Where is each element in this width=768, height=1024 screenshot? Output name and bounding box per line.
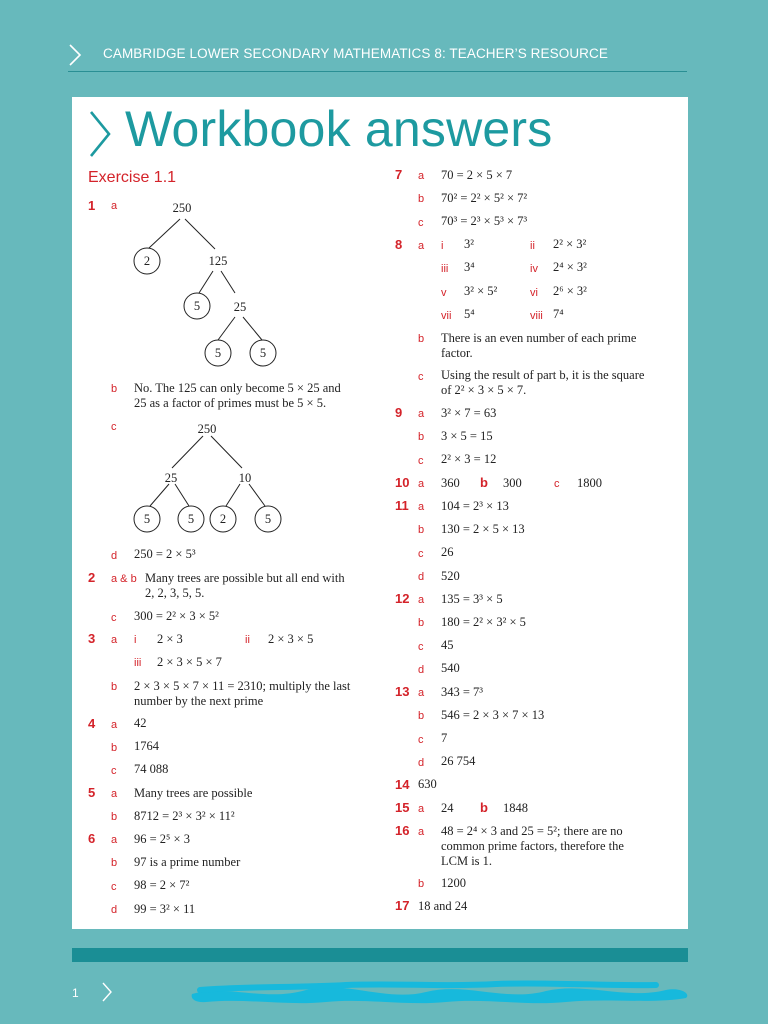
answer-text: 2, 2, 3, 5, 5. [145, 586, 205, 600]
question-number: 7 [395, 167, 403, 182]
answer-text: 3² × 5² [464, 284, 498, 298]
answer-text: 99 = 3² × 11 [134, 902, 196, 916]
part-label: a [418, 687, 425, 699]
answer-text: There is an even number of each prime [441, 331, 637, 345]
tree-node: 5 [143, 512, 151, 526]
answer-text: 5⁴ [464, 307, 475, 321]
part-label: d [418, 664, 425, 676]
question-number: 6 [88, 831, 96, 846]
part-label: c [554, 478, 560, 490]
question-number: 9 [395, 405, 403, 420]
question-number: 3 [88, 631, 96, 646]
tree-node: 250 [197, 422, 217, 436]
answer-text: 130 = 2 × 5 × 13 [441, 522, 525, 536]
tree-node: 5 [264, 512, 272, 526]
answer-text: 26 [441, 545, 454, 559]
answer-text: 1200 [441, 876, 466, 890]
answer-text: 300 [503, 476, 522, 490]
answer-text: 343 = 7³ [441, 685, 484, 699]
answer-text: 8712 = 2³ × 3² × 11² [134, 809, 235, 823]
part-label: a [418, 170, 425, 182]
question-number: 13 [395, 684, 410, 699]
subpart-label: i [441, 240, 444, 252]
book-header: CAMBRIDGE LOWER SECONDARY MATHEMATICS 8: TEACHER’S RESOURCE [103, 46, 608, 61]
tree-node: 5 [187, 512, 195, 526]
tree-node: 5 [259, 346, 267, 360]
question-number: 4 [88, 716, 96, 731]
answer-text: Many trees are possible but all end with [145, 571, 345, 585]
answer-text: 2 × 3 × 5 [268, 632, 314, 646]
answer-text: factor. [441, 346, 473, 360]
tree-node: 5 [214, 346, 222, 360]
answer-text: 45 [441, 638, 454, 652]
answer-text: 520 [441, 569, 460, 583]
part-label: a [418, 408, 425, 420]
answer-text: 98 = 2 × 7² [134, 878, 190, 892]
page-title: Workbook answers [125, 101, 553, 157]
answer-text: 42 [134, 716, 147, 730]
answer-text: 2⁴ × 3² [553, 260, 587, 274]
part-label: b [418, 193, 425, 205]
chevron-right-icon[interactable] [101, 982, 113, 1002]
answer-text: Many trees are possible [134, 786, 253, 800]
part-label: b [111, 681, 118, 693]
answer-text: 70 = 2 × 5 × 7 [441, 168, 513, 182]
part-label: b [111, 383, 118, 395]
subpart-label: ii [245, 634, 250, 646]
answer-text: 7 [441, 731, 448, 745]
part-label: a [418, 240, 425, 252]
tree-node: 2 [219, 512, 227, 526]
subpart-label: i [134, 634, 137, 646]
part-label: d [418, 757, 425, 769]
answer-text: 3 × 5 = 15 [441, 429, 493, 443]
answer-text: 26 754 [441, 754, 476, 768]
part-label: a [418, 826, 425, 838]
answer-text: 3² × 7 = 63 [441, 406, 497, 420]
part-label: b [480, 475, 488, 490]
part-label: a [111, 834, 118, 846]
question-number: 12 [395, 591, 410, 606]
part-label: c [418, 641, 424, 653]
answer-text: 70³ = 2³ × 5³ × 7³ [441, 214, 528, 228]
tree-node: 125 [208, 254, 228, 268]
answer-text: 96 = 2⁵ × 3 [134, 832, 190, 846]
answer-text: 135 = 3³ × 5 [441, 592, 503, 606]
part-label: c [418, 371, 424, 383]
answer-text: LCM is 1. [441, 854, 493, 868]
part-label: b [418, 710, 425, 722]
exercise-heading: Exercise 1.1 [88, 169, 177, 186]
part-label: c [111, 881, 117, 893]
question-number: 10 [395, 475, 410, 490]
part-label: b [418, 524, 425, 536]
answer-text: 97 is a prime number [134, 855, 241, 869]
question-number: 14 [395, 777, 410, 792]
question-number: 16 [395, 823, 410, 838]
answer-text: 18 and 24 [418, 899, 468, 913]
part-label: b [111, 811, 118, 823]
part-label: b [418, 333, 425, 345]
answer-text: 1800 [577, 476, 602, 490]
answer-text: 2⁶ × 3² [553, 284, 587, 298]
part-label: a [418, 478, 425, 490]
part-label: b [418, 617, 425, 629]
tree-node: 2 [143, 254, 151, 268]
part-label: b [111, 857, 118, 869]
answer-text: 25 as a factor of primes must be 5 × 5. [134, 396, 327, 410]
question-number: 15 [395, 800, 410, 815]
answer-text: 2² × 3² [553, 237, 587, 251]
answer-text: 360 [441, 476, 460, 490]
page-number: 1 [72, 986, 79, 1000]
question-number: 2 [88, 570, 96, 585]
answer-text: 540 [441, 661, 460, 675]
answer-text: Using the result of part b, it is the square [441, 368, 645, 382]
redaction-scribble [186, 976, 696, 1008]
part-label: a [111, 719, 118, 731]
part-label: d [111, 550, 118, 562]
answer-text: 2² × 3 = 12 [441, 452, 497, 466]
subpart-label: vi [530, 287, 538, 299]
answer-text: 48 = 2⁴ × 3 and 25 = 5²; there are no [441, 824, 623, 838]
answer-text: 7⁴ [553, 307, 564, 321]
footer-bar [72, 948, 688, 962]
answer-text: 104 = 2³ × 13 [441, 499, 509, 513]
question-number: 17 [395, 898, 410, 913]
tree-node: 25 [164, 471, 178, 485]
answer-text: 1764 [134, 739, 159, 753]
part-label: b [480, 800, 488, 815]
answer-text: 24 [441, 801, 454, 815]
part-label: c [111, 765, 117, 777]
tree-node: 10 [238, 471, 252, 485]
part-label: a [111, 200, 118, 212]
answer-text: 250 = 2 × 5³ [134, 547, 196, 561]
subpart-label: vii [441, 310, 452, 322]
answer-text: 2 × 3 [157, 632, 183, 646]
question-number: 8 [395, 237, 403, 252]
answer-text: No. The 125 can only become 5 × 25 and [134, 381, 341, 395]
question-number: 11 [395, 498, 409, 513]
factor-tree-c [125, 418, 290, 538]
tree-node: 250 [172, 201, 192, 215]
chevron-right-icon [68, 44, 82, 66]
answer-text: 546 = 2 × 3 × 7 × 13 [441, 708, 545, 722]
subpart-label: iii [441, 263, 449, 275]
answer-text: 2 × 3 × 5 × 7 × 11 = 2310; multiply the last [134, 679, 351, 693]
question-number: 5 [88, 785, 96, 800]
chevron-right-icon [88, 110, 112, 158]
subpart-label: viii [530, 310, 543, 322]
part-label: d [418, 571, 425, 583]
part-label: d [111, 904, 118, 916]
part-label: b [418, 431, 425, 443]
answer-text: 74 088 [134, 762, 169, 776]
part-label: a [418, 803, 425, 815]
part-label: a [418, 501, 425, 513]
subpart-label: iv [530, 263, 538, 275]
answer-text: 3² [464, 237, 474, 251]
part-label: a [111, 634, 118, 646]
part-label: b [111, 742, 118, 754]
answer-text: number by the next prime [134, 694, 264, 708]
header-rule [68, 71, 687, 72]
part-label: c [111, 421, 117, 433]
answer-text: of 2² × 3 × 5 × 7. [441, 383, 527, 397]
tree-node: 25 [233, 300, 247, 314]
answer-text: 2 × 3 × 5 × 7 [157, 655, 222, 669]
subpart-label: iii [134, 657, 142, 669]
part-label: a [111, 788, 118, 800]
part-label: c [418, 217, 424, 229]
question-number: 1 [88, 198, 96, 213]
subpart-label: v [441, 287, 447, 299]
answer-text: 180 = 2² × 3² × 5 [441, 615, 526, 629]
part-label: c [418, 734, 424, 746]
answer-text: 1848 [503, 801, 528, 815]
subpart-label: ii [530, 240, 535, 252]
answer-text: 630 [418, 777, 437, 791]
tree-node: 5 [193, 299, 201, 313]
answer-text: 70² = 2² × 5² × 7² [441, 191, 528, 205]
part-label: b [418, 878, 425, 890]
answer-text: 3⁴ [464, 260, 475, 274]
part-label: a [418, 594, 425, 606]
answer-text: common prime factors, therefore the [441, 839, 624, 853]
answer-text: 300 = 2² × 3 × 5² [134, 609, 219, 623]
part-label: c [418, 455, 424, 467]
part-label: a & b [111, 573, 137, 585]
part-label: c [111, 612, 117, 624]
factor-tree-a [125, 195, 285, 375]
part-label: c [418, 548, 424, 560]
